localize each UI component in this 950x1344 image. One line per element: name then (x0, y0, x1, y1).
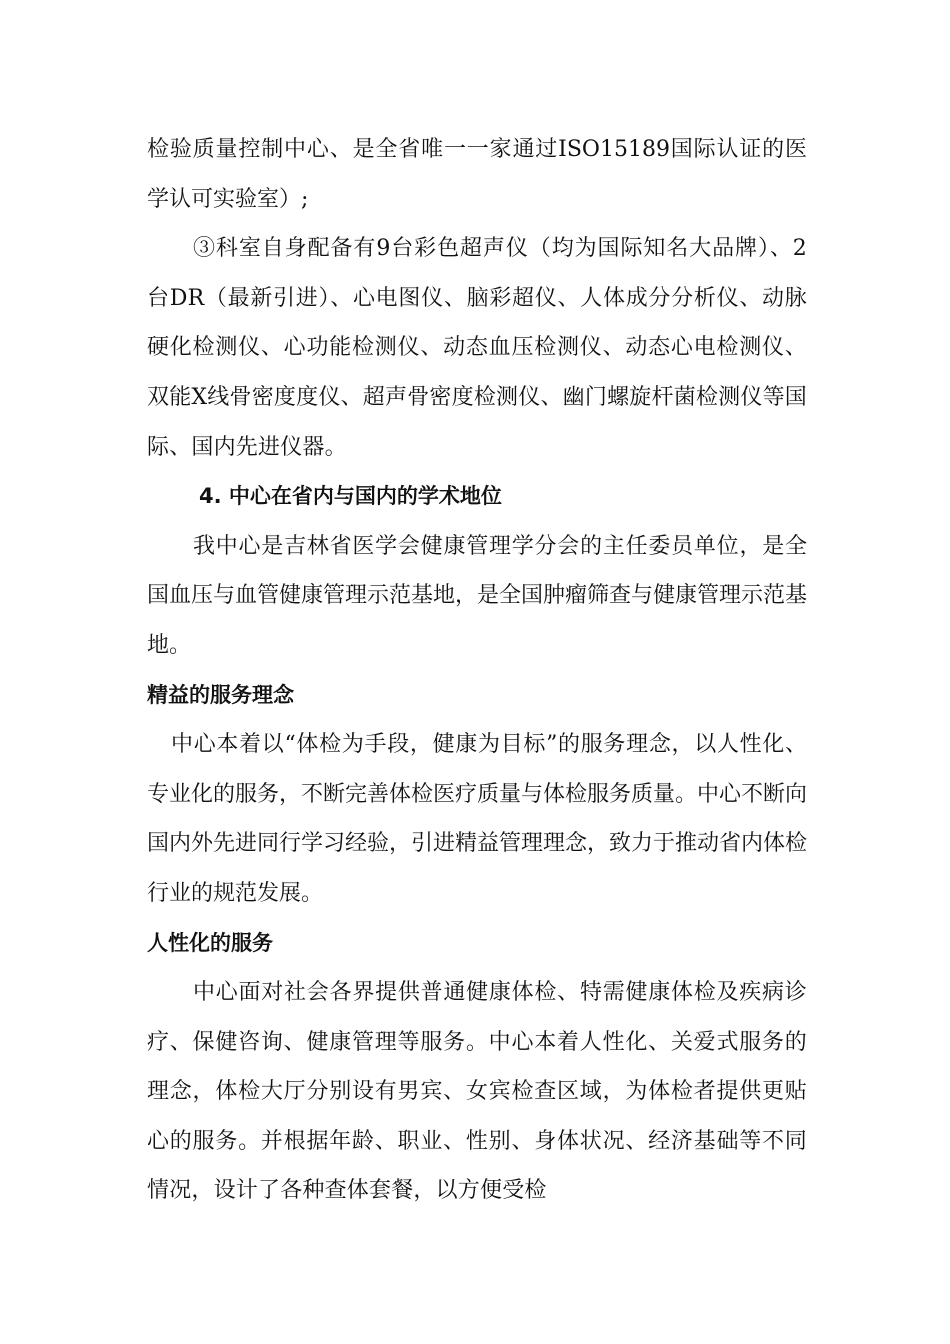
paragraph-academic-status: 我中心是吉林省医学会健康管理学分会的主任委员单位，是全国血压与血管健康管理示范基地，是全国肿瘤筛查与健康管理示范基地。 (147, 533, 808, 658)
document-body (147, 125, 807, 1216)
paragraph-service-concept: 中心本着以“体检为手段，健康为目标”的服务理念，以人性化、专业化的服务，不断完善体检医疗质量与体检服务质量。中心不断向国内外先进同行学习经验，引进精益管理理念，致力于推动省内体检行业的规范发展。 (147, 732, 808, 906)
section-heading-humanized-service: 人性化的服务 (147, 930, 273, 955)
paragraph-equipment: ③科室自身配备有9台彩色超声仪（均为国际知名大品牌）、2台DR（最新引进）、心电图仪、脑彩超仪、人体成分分析仪、动脉硬化检测仪、心功能检测仪、动态血压检测仪、动态心电检测仪、双能X线骨密度度仪、超声骨密度检测仪、幽门螺旋杆菌检测仪等国际、国内先进仪器。 (147, 236, 807, 460)
section-heading-academic-status: 4. 中心在省内与国内的学术地位 (199, 484, 502, 509)
paragraph-lab-certification: 检验质量控制中心、是全省唯一一家通过ISO15189国际认证的医学认可实验室）; (147, 137, 807, 212)
section-heading-service-concept: 精益的服务理念 (147, 682, 294, 707)
paragraph-humanized-service: 中心面对社会各界提供普通健康体检、特需健康体检及疾病诊疗、保健咨询、健康管理等服务。中心本着人性化、关爱式服务的理念，体检大厅分别设有男宾、女宾检查区域，为体检者提供更贴心的服务。并根据年龄、职业、性别、身体状况、经济基础等不同情况，设计了各种查体套餐，以方便受检 (147, 980, 807, 1204)
